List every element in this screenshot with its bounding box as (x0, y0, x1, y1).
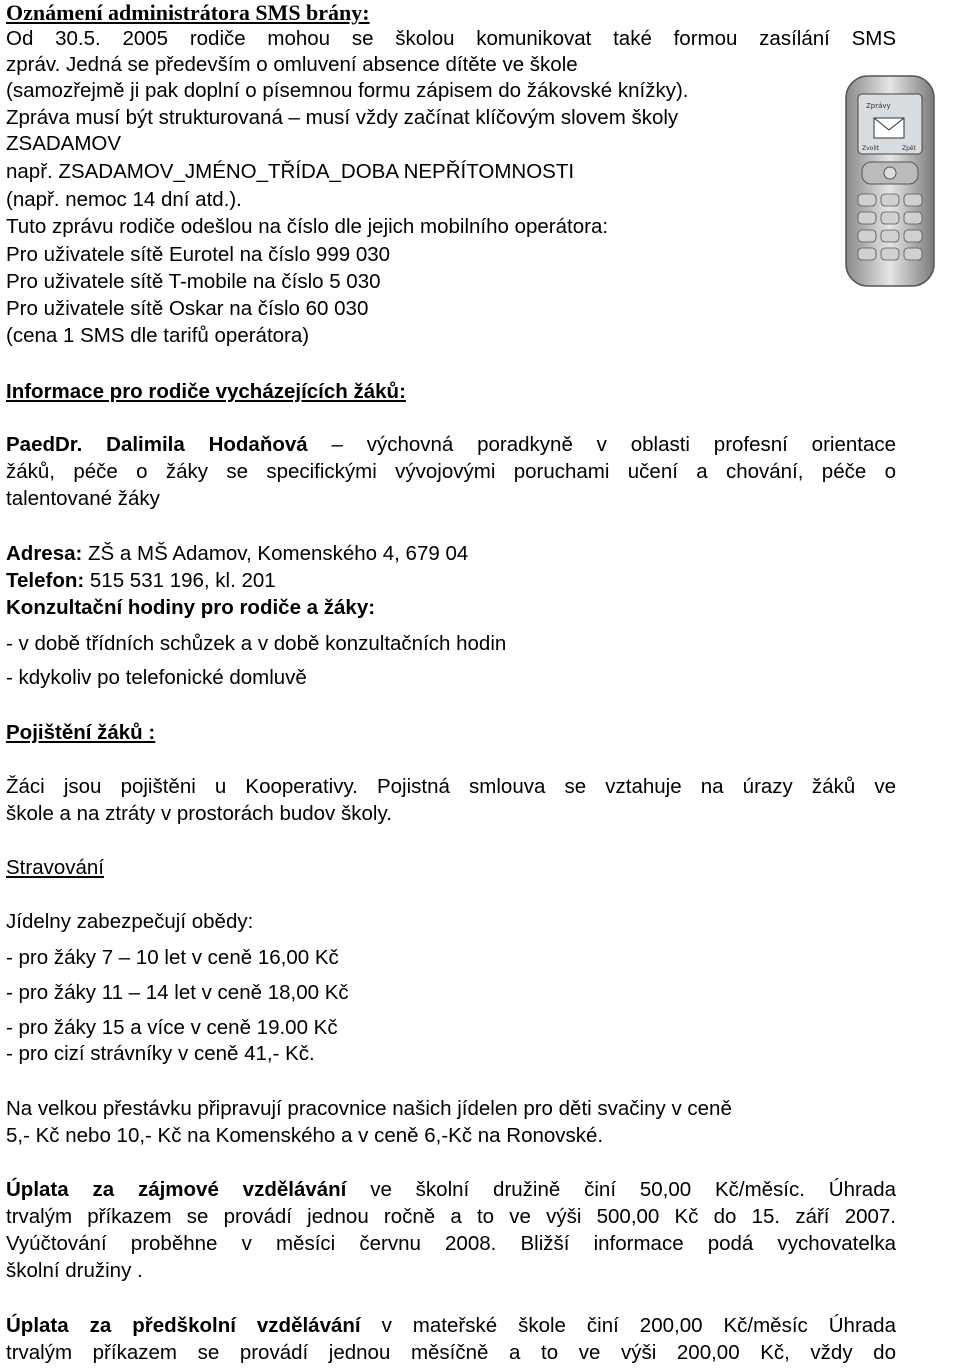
snack-line: Na velkou přestávku připravují pracovnice našich jídelen pro děti svačiny v ceně (6, 1097, 732, 1120)
sms-line: zpráv. Jedná se především o omluvení absence dítěte ve škole (6, 53, 578, 76)
sms-line: Pro uživatele sítě Eurotel na číslo 999 030 (6, 243, 391, 266)
preschool-fee-line: trvalým příkazem se provádí jednou měsíčně a to ve výši 200,00 Kč, vždy do (6, 1341, 896, 1364)
meals-item: - pro žáky 11 – 14 let v ceně 18,00 Kč (6, 981, 349, 1004)
phone-value: 515 531 196, kl. 201 (84, 569, 276, 592)
phone-line (6, 568, 276, 594)
insurance-line: Žáci jsou pojištěni u Kooperativy. Pojistná smlouva se vztahuje na úrazy žáků ve (6, 775, 896, 798)
snack-line: 5,- Kč nebo 10,- Kč na Komenského a v ceně 6,-Kč na Ronovské. (6, 1124, 604, 1147)
meals-item: - pro cizí strávníky v ceně 41,- Kč. (6, 1042, 315, 1065)
mobile-phone-image (832, 70, 950, 290)
sms-line: (cena 1 SMS dle tarifů operátora) (6, 324, 310, 347)
sms-line: (samozřejmě ji pak doplní o písemnou formu zápisem do žákovské knížky). (6, 79, 689, 102)
insurance-heading: Pojištění žáků : (6, 721, 156, 744)
counsel-heading: Informace pro rodiče vycházejících žáků: (6, 380, 406, 403)
counsel-line (6, 432, 896, 458)
sms-line: ZSADAMOV (6, 132, 122, 155)
interest-fee-line: trvalým příkazem se provádí jednou ročně a to ve výši 500,00 Kč do 15. září 2007. (6, 1205, 896, 1228)
sms-line: Od 30.5. 2005 rodiče mohou se školou komunikovat také formou zasílání SMS (6, 27, 896, 50)
sms-line: Tuto zprávu rodiče odešlou na číslo dle jejich mobilního operátora: (6, 215, 609, 238)
address-line (6, 541, 468, 567)
preschool-fee-line (6, 1313, 896, 1339)
counsel-line: žáků, péče o žáky se specifickými vývojovými poruchami učení a chování, péče o (6, 460, 896, 483)
hours-item: - kdykoliv po telefonické domluvě (6, 666, 307, 689)
sms-line: např. ZSADAMOV_JMÉNO_TŘÍDA_DOBA NEPŘÍTOMNOSTI (6, 160, 575, 183)
counsel-line: talentované žáky (6, 487, 160, 510)
interest-fee-line: Vyúčtování proběhne v měsíci červnu 2008. Bližší informace podá vychovatelka (6, 1232, 896, 1255)
sms-line: Pro uživatele sítě T-mobile na číslo 5 030 (6, 270, 381, 293)
phone-screen-label: Zprávy (866, 102, 891, 110)
meals-heading: Stravování (6, 856, 104, 879)
address-value: ZŠ a MŠ Adamov, Komenského 4, 679 04 (82, 542, 469, 565)
preschool-fee-label: Úplata za předškolní vzdělávání (6, 1314, 361, 1337)
sms-line: Pro uživatele sítě Oskar na číslo 60 030 (6, 297, 369, 320)
interest-fee-text: ve školní družině činí 50,00 Kč/měsíc. Úhrada (346, 1178, 897, 1201)
sms-line: Zpráva musí být strukturovaná – musí vždy začínat klíčovým slovem školy (6, 106, 679, 129)
interest-fee-line (6, 1177, 896, 1203)
insurance-line: škole a na ztráty v prostorách budov školy. (6, 802, 392, 825)
preschool-fee-text: v mateřské škole činí 200,00 Kč/měsíc Úhrada (360, 1314, 896, 1337)
phone-key-label: Zvolit (862, 145, 880, 152)
interest-fee-line: školní družiny . (6, 1259, 143, 1282)
meals-intro: Jídelny zabezpečují obědy: (6, 910, 254, 933)
interest-fee-label: Úplata za zájmové vzdělávání (6, 1178, 347, 1201)
sms-heading: Oznámení administrátora SMS brány: (6, 0, 370, 25)
counsel-text: – výchovná poradkyně v oblasti profesní orientace (331, 433, 897, 456)
phone-label: Telefon: (6, 569, 85, 592)
counsel-name: PaedDr. Dalimila Hodaňová (6, 433, 308, 456)
address-label: Adresa: (6, 542, 83, 565)
hours-heading: Konzultační hodiny pro rodiče a žáky: (6, 596, 376, 619)
meals-item: - pro žáky 7 – 10 let v ceně 16,00 Kč (6, 946, 339, 969)
sms-line: (např. nemoc 14 dní atd.). (6, 188, 242, 211)
meals-item: - pro žáky 15 a více v ceně 19.00 Kč (6, 1016, 338, 1039)
hours-item: - v době třídních schůzek a v době konzultačních hodin (6, 632, 507, 655)
phone-key-label: Zpět (902, 145, 916, 152)
